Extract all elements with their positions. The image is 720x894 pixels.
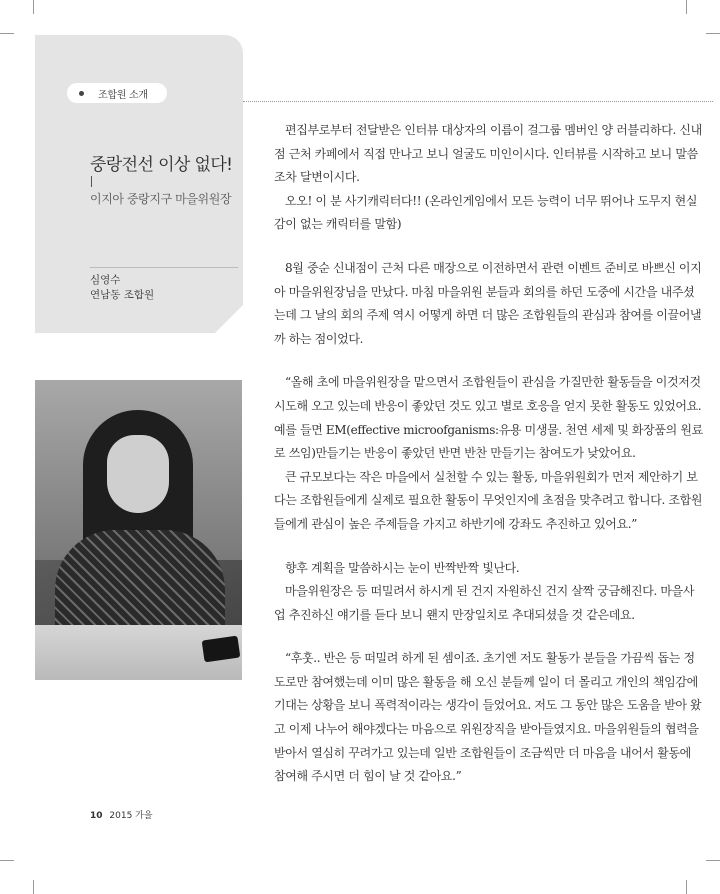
- paragraph-gap: [274, 351, 705, 371]
- article-subtitle: 이지아 중랑지구 마을위원장: [90, 192, 232, 206]
- headline-separator: [91, 176, 92, 187]
- page-number: 10: [90, 811, 103, 821]
- body-paragraph: “후훗.. 반은 등 떠밀려 하게 된 셈이죠. 초기엔 저도 활동가 분들을 가끔씩 돕는 정도로만 참여했는데 이미 많은 활동을 해 오신 분들께 일이 더 몰리고 개인의 책임감에 기대는 상황을 보니 폭력적이라는 생각이 들었어요. 저도 그 동안 많은 도움을 받아 왔고 이제 나누어 해야겠다는 마음으로 위원장직을 받아들였지요. 마을위원들의 협력을 받아서 열심히 꾸려가고 있는데 일반 조합원들이 조금씩만 더 마음을 내어서 활동에 참여해 주시면 더 힘이 날 것 같아요.”: [274, 651, 702, 784]
- bullet-icon: [79, 91, 84, 96]
- body-paragraph: 큰 규모보다는 작은 마을에서 실천할 수 있는 활동, 마을위원회가 먼저 제안하기 보다는 조합원들에게 실제로 필요한 활동이 무엇인지에 초점을 맞추려고 합니다. 조합원들에게 관심이 높은 주제들을 가지고 하반기에 강좌도 추진하고 있어요.”: [274, 469, 703, 531]
- crop-mark: [686, 0, 687, 14]
- paragraph-gap: [274, 537, 705, 557]
- interview-photo: [35, 380, 242, 680]
- photo-subject-face: [107, 435, 169, 513]
- author-divider: [90, 267, 238, 268]
- crop-mark: [686, 880, 687, 894]
- issue-label: 2015 가을: [109, 811, 153, 821]
- article-headline: 중랑전선 이상 없다!: [90, 155, 233, 175]
- crop-mark: [0, 33, 14, 34]
- section-tag: [67, 83, 167, 103]
- author-affiliation: 연남동 조합원: [90, 289, 155, 301]
- author-name: 심영수: [90, 274, 121, 286]
- body-paragraph: 마을위원장은 등 떠밀려서 하시게 된 건지 자원하신 건지 살짝 궁금해진다. 마을사업 추진하신 얘기를 듣다 보니 왠지 만장일치로 추대되셨을 것 같은데요.: [274, 584, 695, 622]
- photo-subject-shirt: [55, 530, 225, 640]
- crop-mark: [0, 860, 14, 861]
- article-body: [274, 119, 705, 789]
- crop-mark: [706, 33, 720, 34]
- crop-mark: [706, 860, 720, 861]
- body-paragraph: 향후 계획을 말씀하시는 눈이 반짝반짝 빛난다.: [285, 560, 520, 575]
- paragraph-gap: [274, 237, 705, 257]
- paragraph-gap: [274, 627, 705, 647]
- section-label: 조합원 소개: [98, 89, 148, 101]
- body-paragraph: 오오! 이 분 사기캐릭터다!! (온라인게임에서 모든 능력이 너무 뛰어나 도무지 현실감이 없는 캐릭터를 말함): [274, 193, 698, 232]
- body-paragraph: 8월 중순 신내점이 근처 다른 매장으로 이전하면서 관련 이벤트 준비로 바쁘신 이지아 마을위원장님을 만났다. 마침 마을위원 분들과 회의를 하던 도중에 시간을 내주셨는데 그 날의 회의 주제 역시 어떻게 하면 더 많은 조합원들의 관심과 참여를 이끌어낼까 하는 점이었다.: [274, 260, 702, 346]
- crop-mark: [33, 0, 34, 14]
- crop-mark: [33, 880, 34, 894]
- body-paragraph: “올해 초에 마을위원장을 맡으면서 조합원들이 관심을 가질만한 활동들을 이것저것 시도해 오고 있는데 반응이 좋았던 것도 있고 별로 호응을 얻지 못한 활동도 있었어요. 예를 들면 EM(effective microofganisms:유용 미생물. 천연 세제 및 화장품의 원료로 쓰임)만들기는 반응이 좋았던 반면 반찬 만들기는 참여도가 낮았어요.: [274, 375, 703, 461]
- body-paragraph: 편집부로부터 전달받은 인터뷰 대상자의 이름이 걸그룹 멤버인 양 러블리하다. 신내점 근처 카페에서 직접 만나고 보니 얼굴도 미인이시다. 인터뷰를 시작하고 보니 말씀조차 달변이시다.: [274, 123, 702, 185]
- page-footer: [90, 808, 153, 821]
- header-divider: [243, 101, 713, 102]
